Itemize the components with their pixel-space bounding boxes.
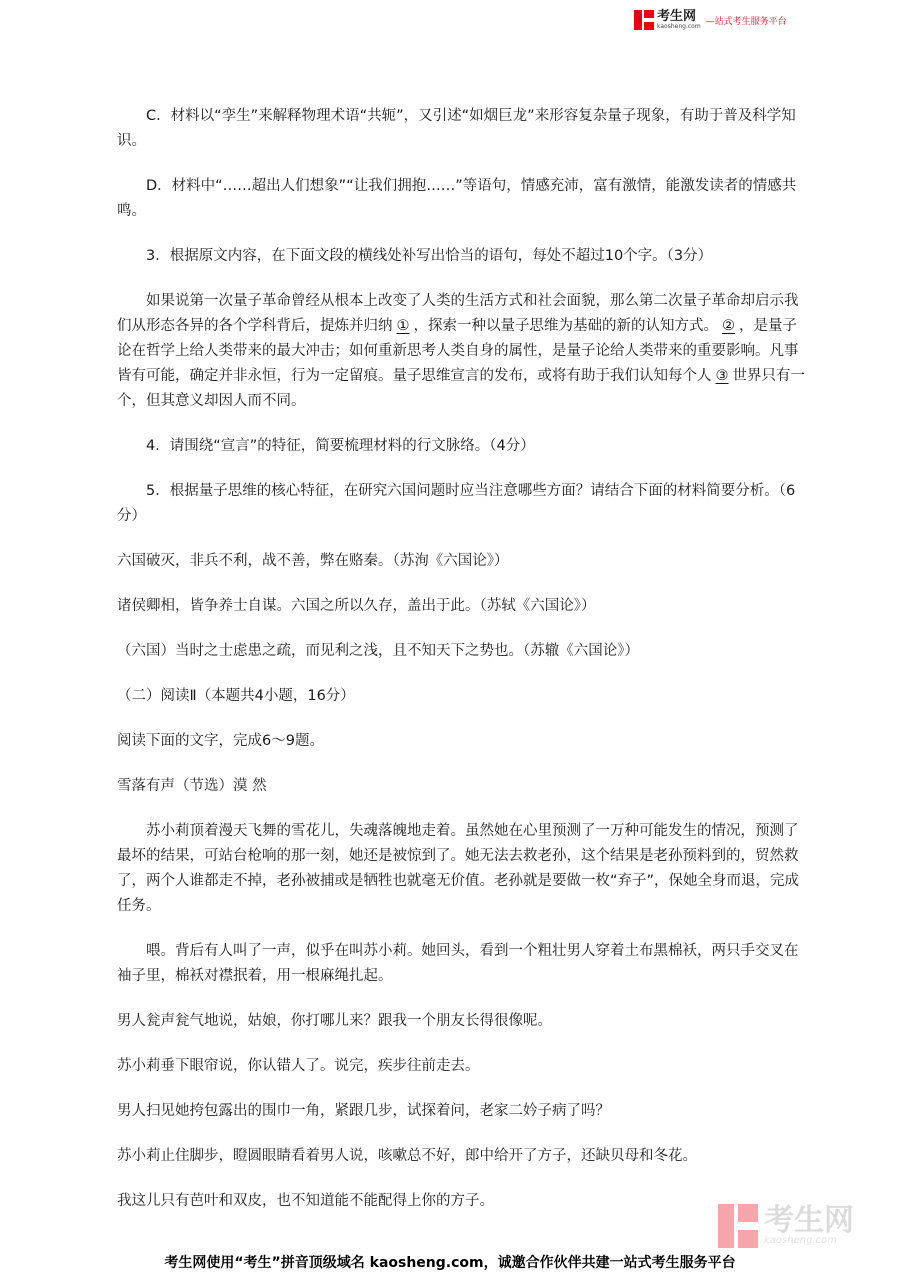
story-paragraph: 男人扫见她挎包露出的围巾一角，紧跟几步，试探着问，老家二妗子病了吗？: [117, 1103, 610, 1119]
option-d: D．材料中“……超出人们想象”“让我们拥抱……”等语句，情感充沛，富有激情，能激发读者的情感共鸣。: [117, 178, 797, 219]
story-paragraph: 喂。背后有人叫了一声，似乎在叫苏小莉。她回头，看到一个粗壮男人穿着土布黑棉袄，两只手交叉在袖子里，棉袄对襟抿着，用一根麻绳扎起。: [117, 943, 799, 984]
logo-slogan: —站式考生服务平台: [705, 16, 787, 27]
story-paragraph: 苏小莉顶着漫天飞舞的雪花儿，失魂落魄地走着。虽然她在心里预测了一万种可能发生的情况，预测了最坏的结果，可站台枪响的那一刻，她还是被惊到了。她无法去救老孙，这个结果是老孙预料到的，贸然救了，两个人谁都走不掉，老孙被捕或是牺牲也就毫无价值。老孙就是要做一枚“弃子”，保她全身而退，完成任务。: [117, 823, 800, 914]
header-logo[interactable]: [634, 8, 787, 32]
blank-3: ③: [715, 368, 729, 384]
logo-name: 考生网: [657, 9, 697, 24]
section-heading: （二）阅读Ⅱ（本题共4小题，16分）: [117, 688, 355, 704]
passage-text-4: 世界只有一个，但其意义却因人而不同。: [117, 368, 805, 409]
story-paragraph: 苏小莉止住脚步，瞪圆眼睛看着男人说，咳嗽总不好，郎中给开了方子，还缺贝母和冬花。: [117, 1148, 697, 1164]
question-5: 5．根据量子思维的核心特征，在研究六国问题时应当注意哪些方面？请结合下面的材料简要分析。（6分）: [117, 483, 796, 524]
quote-su-xun: 六国破灭，非兵不利，战不善，弊在赂秦。（苏洵《六国论》）: [117, 553, 509, 569]
logo-domain: kaosheng.com: [657, 23, 701, 30]
watermark-name: 考生网: [764, 1203, 854, 1238]
logo-text: [657, 10, 701, 30]
blank-2: ②: [722, 318, 735, 334]
fill-blank-passage: [117, 289, 811, 414]
story-paragraph: 我这儿只有芭叶和双皮，也不知道能不能配得上你的方子。: [117, 1193, 494, 1209]
passage-text-3: ，是量子论在哲学上给人类带来的最大冲击；如何重新思考人类自身的属性，是量子论给人类带来的重要影响。凡事皆有可能，确定并非永恒，行为一定留痕。量子思维宣言的发布，或将有助于我们认知每个人: [117, 318, 799, 384]
footer-text: 考生网使用“考生”拼音顶级域名 kaosheng.com，诚邀合作伙伴共建一站式考生服务平台: [164, 1255, 736, 1271]
story-paragraph: 男人瓮声瓮气地说，姑娘，你打哪儿来？跟我一个朋友长得很像呢。: [117, 1013, 552, 1029]
kaosheng-logo-icon: [634, 10, 654, 30]
blank-1: ①: [396, 318, 410, 334]
story-title: 雪落有声（节选）漠 然: [117, 778, 267, 794]
question-3: 3．根据原文内容，在下面文段的横线处补写出恰当的语句，每处不超过10个字。（3分）: [146, 248, 713, 264]
quote-su-shi: 诸侯卿相，皆争养士自谋。六国之所以久存，盖出于此。（苏轼《六国论》）: [117, 598, 596, 614]
reading-instruction: 阅读下面的文字，完成6～9题。: [117, 733, 324, 749]
watermark-domain: kaosheng.com: [764, 1235, 837, 1246]
watermark: [718, 1196, 888, 1256]
passage-text-1: 如果说第一次量子革命曾经从根本上改变了人类的生活方式和社会面貌，那么第二次量子革命却启示我们从形态各异的各个学科背后，提炼并归纳: [117, 293, 799, 334]
quote-su-zhe: （六国）当时之士虑患之疏，而见利之浅，且不知天下之势也。（苏辙《六国论》）: [117, 643, 639, 659]
story-paragraph: 苏小莉垂下眼帘说，你认错人了。说完，疾步往前走去。: [117, 1058, 480, 1074]
watermark-logo-icon: [718, 1204, 758, 1248]
question-4: 4．请围绕“宣言”的特征，简要梳理材料的行文脉络。（4分）: [146, 438, 535, 454]
option-c: C．材料以“孪生”来解释物理术语“共轭”，又引述“如烟巨龙”来形容复杂量子现象，有助于普及科学知识。: [117, 108, 796, 149]
passage-text-2: ，探索一种以量子思维为基础的新的认知方式。: [413, 318, 718, 334]
watermark-text: [764, 1203, 854, 1246]
document-body: [117, 104, 811, 1234]
